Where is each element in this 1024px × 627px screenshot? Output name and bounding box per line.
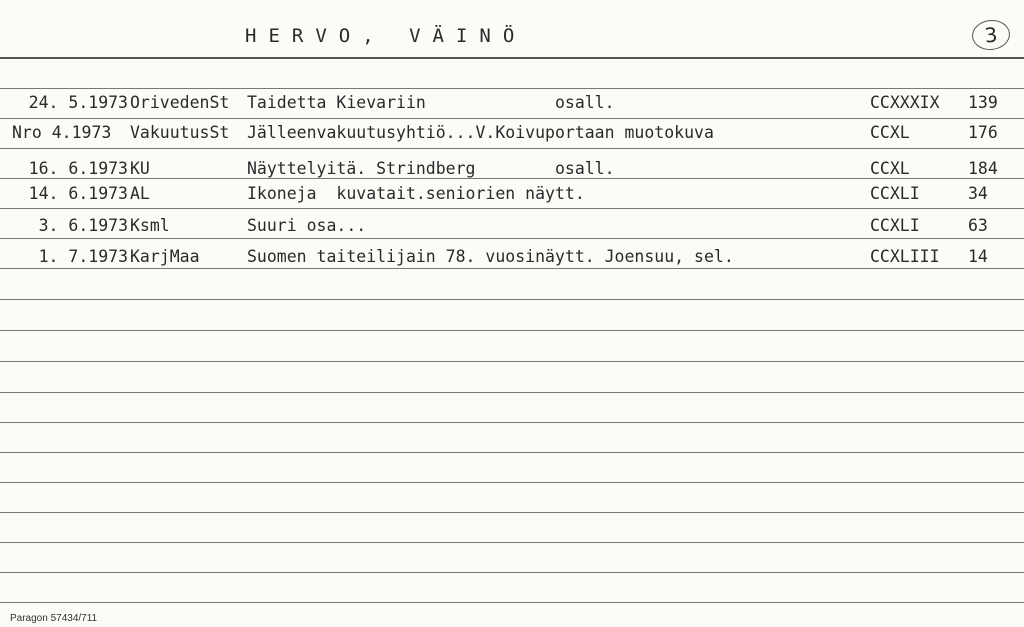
entry-volume: CCXL xyxy=(870,123,910,142)
entry-text: Jälleenvakuutusyhtiö...V.Koivuportaan muotokuva xyxy=(247,123,714,142)
ruled-line xyxy=(0,330,1024,331)
entry-date: 1. 7.1973 xyxy=(38,247,128,266)
entry-date: 24. 5.1973 xyxy=(28,93,128,112)
list-item xyxy=(0,180,1024,210)
entry-page: 63 xyxy=(968,216,988,235)
entry-source: Ksml xyxy=(130,216,170,235)
entry-page: 176 xyxy=(968,123,998,142)
entry-source: VakuutusSt xyxy=(130,123,230,142)
card-number-circle: 3 xyxy=(971,18,1012,52)
entry-text: Suomen taiteilijain 78. vuosinäytt. Joensuu, sel. xyxy=(247,247,734,266)
ruled-line xyxy=(0,361,1024,362)
header-rule xyxy=(0,57,1024,59)
entry-volume: CCXL xyxy=(870,159,910,178)
entry-source: KarjMaa xyxy=(130,247,200,266)
entry-source: OrivedenSt xyxy=(130,93,230,112)
entry-volume: CCXLI xyxy=(870,216,920,235)
entry-page: 14 xyxy=(968,247,988,266)
entry-volume: CCXLI xyxy=(870,184,920,203)
list-item xyxy=(0,212,1024,242)
entry-text: Ikoneja kuvatait.seniorien näytt. xyxy=(247,184,585,203)
list-item xyxy=(0,119,1024,149)
entry-text: Näyttelyitä. Strindberg osall. xyxy=(247,159,615,178)
ruled-line xyxy=(0,422,1024,423)
list-item xyxy=(0,243,1024,273)
entry-text: Taidetta Kievariin osall. xyxy=(247,93,615,112)
entry-text: Suuri osa... xyxy=(247,216,367,235)
ruled-line xyxy=(0,482,1024,483)
entry-source: AL xyxy=(130,184,150,203)
ruled-line xyxy=(0,512,1024,513)
entry-date: 3. 6.1973 xyxy=(38,216,128,235)
ruled-line xyxy=(0,542,1024,543)
card-title: HERVO, VÄINÖ xyxy=(245,25,527,47)
ruled-line xyxy=(0,602,1024,603)
ruled-line xyxy=(0,572,1024,573)
entry-page: 184 xyxy=(968,159,998,178)
entry-volume: CCXXXIX xyxy=(870,93,940,112)
entry-source: KU xyxy=(130,159,150,178)
entry-page: 139 xyxy=(968,93,998,112)
entry-page: 34 xyxy=(968,184,988,203)
entry-date: 16. 6.1973 xyxy=(28,159,128,178)
ruled-line xyxy=(0,392,1024,393)
ruled-line xyxy=(0,452,1024,453)
ruled-line xyxy=(0,299,1024,300)
entry-volume: CCXLIII xyxy=(870,247,940,266)
printer-imprint: Paragon 57434/711 xyxy=(10,613,98,624)
list-item xyxy=(0,89,1024,119)
entry-date: 14. 6.1973 xyxy=(28,184,128,203)
entry-date: Nro 4.1973 xyxy=(12,123,112,142)
